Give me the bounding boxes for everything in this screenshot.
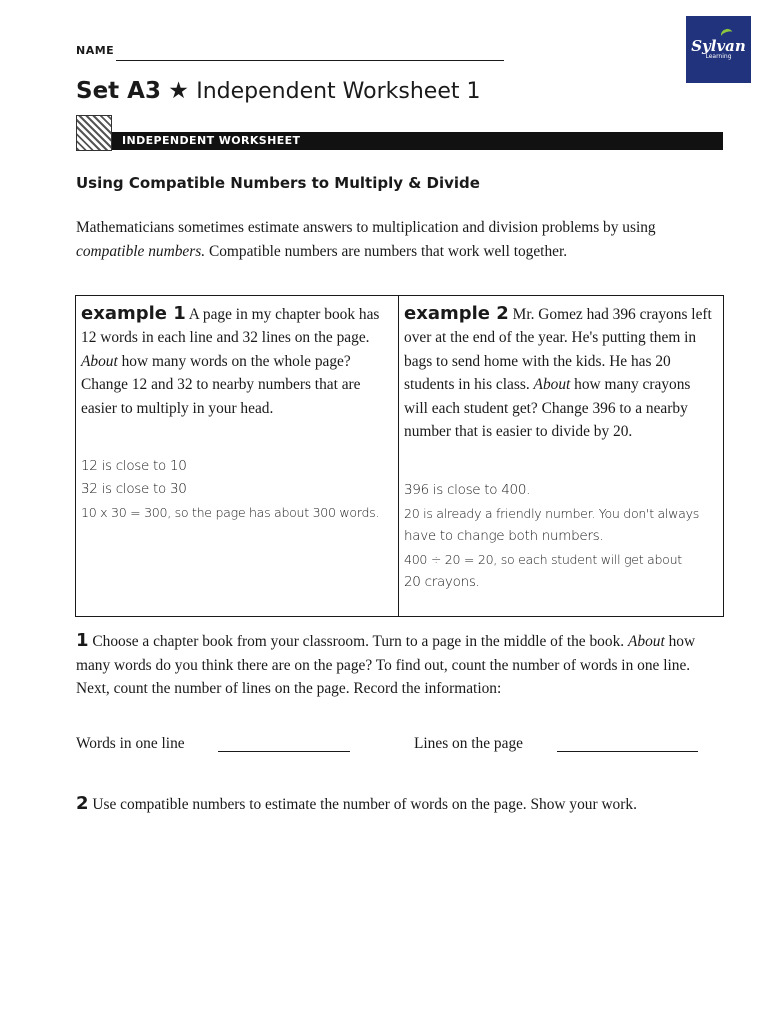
work-line: 396 is close to 400. [404,482,531,498]
name-input-line[interactable] [116,60,504,61]
question-1: 1 Choose a chapter book from your classroom. Turn to a page in the middle of the book. About how many words do you think there are on the page? To find out, count the number of words in one line. Next, count the number of lines on the page. Record the information: [76,630,696,697]
star-icon: ★ [168,78,189,104]
work-line: 12 is close to 10 [81,458,187,474]
logo-brand: Sylvan [691,39,746,53]
worksheet-icon [76,115,112,151]
logo-sub: Learning [705,52,732,60]
work-line: 400 ÷ 20 = 20, so each student will get about [404,552,682,567]
work-line: have to change both numbers. [404,528,604,544]
example-2-heading: example 2 [404,303,509,324]
name-label: NAME [76,44,115,57]
work-line: 10 x 30 = 300, so the page has about 300 words. [81,505,380,520]
intro-emphasis: compatible numbers. [76,242,206,260]
sylvan-logo [686,16,751,83]
examples-divider [398,295,399,616]
words-in-line-input[interactable] [218,751,350,752]
work-line: 32 is close to 30 [81,481,187,497]
set-label: Set A3 [76,78,161,104]
example-2-work [404,479,699,594]
lines-on-page-input[interactable] [557,751,698,752]
work-line: 20 crayons. [404,574,480,590]
question-1-number: 1 [76,630,89,651]
lines-on-page-label: Lines on the page [414,735,523,752]
question-2-number: 2 [76,793,89,814]
work-line: 20 is already a friendly number. You don't always [404,506,699,521]
set-subtitle: Independent Worksheet 1 [196,79,481,104]
page-title [76,78,480,104]
intro-paragraph: Mathematicians sometimes estimate answers to multiplication and division problems by using compatible numbers. Compatible numbers are numbers that work well together. [76,219,656,260]
example-1-heading: example 1 [81,303,186,324]
example-1-text: example 1 A page in my chapter book has 12 words in each line and 32 lines on the page. About how many words on the whole page? Change 12 and 32 to nearby numbers that are easier to multiply in your head. [81,303,380,417]
question-2: 2 Use compatible numbers to estimate the number of words on the page. Show your work. [76,793,637,814]
section-bar-label: INDEPENDENT WORKSHEET [122,134,301,147]
section-subtitle: Using Compatible Numbers to Multiply & Divide [76,174,480,192]
words-in-line-label: Words in one line [76,735,185,752]
example-1-work [81,455,379,524]
example-2-text: example 2 Mr. Gomez had 396 crayons left over at the end of the year. He's putting them in bags to send home with the kids. He has 20 students in his class. About how many crayons will each student get? Change 396 to a nearby number that is easier to divide by 20. [404,303,712,441]
